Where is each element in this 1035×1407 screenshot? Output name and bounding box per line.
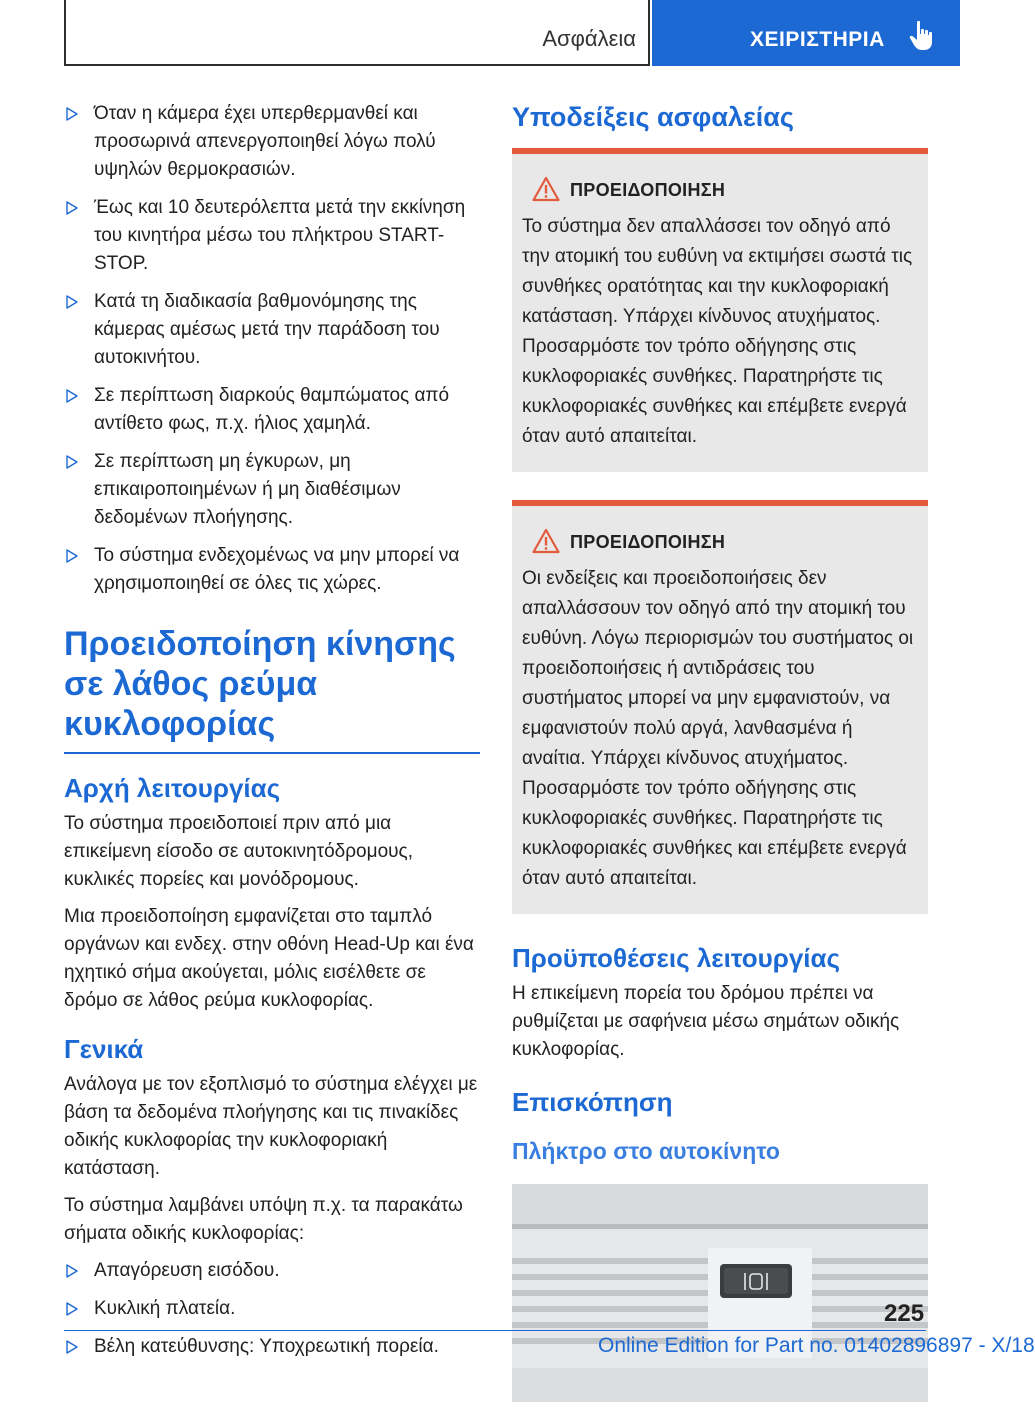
bullet-triangle-icon bbox=[66, 295, 78, 309]
principle-paragraph-2: Μια προειδοποίηση εμφανίζεται στο ταμπλό οργάνων και ενδεχ. στην οθόνη Head-Up και ένα ηχητικό σήμα ακούγεται, μόλις εισέλθετε σε δρόμο σε λάθος ρεύμα κυκλοφορίας. bbox=[64, 906, 474, 1011]
warning-header bbox=[522, 176, 918, 206]
general-heading: Γενικά bbox=[64, 1034, 144, 1064]
button-in-vehicle-heading: Πλήκτρο στο αυτοκίνητο bbox=[512, 1138, 780, 1164]
header-section-tab bbox=[64, 0, 650, 66]
bullet-triangle-icon bbox=[66, 455, 78, 469]
overview-heading: Επισκόπηση bbox=[512, 1087, 673, 1117]
section-title: Ασφάλεια bbox=[542, 26, 636, 51]
page-number: 225 bbox=[884, 1300, 925, 1327]
warning-box-1 bbox=[512, 148, 928, 472]
warning-label: ΠΡΟΕΙΔΟΠΟΙΗΣΗ bbox=[570, 532, 726, 552]
left-column bbox=[64, 100, 480, 1371]
prerequisites-heading: Προϋποθέσεις λειτουργίας bbox=[512, 943, 841, 973]
list-item bbox=[64, 448, 480, 532]
list-item bbox=[64, 288, 480, 372]
principle-paragraph-1: Το σύστημα προειδοποιεί πριν από μια επικείμενη είσοδο σε αυτοκινητόδρομους, κυκλικές πορείες και μονόδρομους. bbox=[64, 813, 413, 890]
warning-header bbox=[522, 528, 918, 558]
list-item-text: Σε περίπτωση μη έγκυρων, μη επικαιροποιημένων ή μη διαθέσιμων δεδομένων πλοήγησης. bbox=[94, 451, 401, 528]
list-item bbox=[64, 1257, 480, 1285]
bullet-triangle-icon bbox=[66, 107, 78, 121]
list-item-text: Σε περίπτωση διαρκούς θαμπώματος από αντίθετο φως, π.χ. ήλιος χαμηλά. bbox=[94, 385, 450, 434]
warning-triangle-icon bbox=[532, 176, 560, 202]
limitations-list bbox=[64, 100, 480, 598]
footer-edition: Online Edition for Part no. 01402896897 - X/18 bbox=[598, 1334, 1035, 1357]
list-item-text: Το σύστημα ενδεχομένως να μην μπορεί να χρησιμοποιηθεί σε όλες τις χώρες. bbox=[94, 545, 460, 594]
section-heading: Προειδοποίηση κίνησης σε λάθος ρεύμα κυκλοφορίας bbox=[64, 625, 456, 743]
bullet-triangle-icon bbox=[66, 1340, 78, 1354]
list-item-text: Βέλη κατεύθυνσης: Υποχρεωτική πορεία. bbox=[94, 1336, 439, 1357]
list-item-text: Κυκλική πλατεία. bbox=[94, 1298, 236, 1319]
warning-text: Οι ενδείξεις και προειδοποιήσεις δεν απαλλάσσουν τον οδηγό από την ατομική του ευθύνη. Λόγω περιορισμών του συστήματος οι προειδοποιήσεις ή αντιδράσεις του συστήματος μπορεί να μην εμφανιστούν, να εμφανιστούν πολύ αργά, λανθασμένα ή αναίτια. Υπάρχει κίνδυνος ατυχήματος. Προσαρμόστε τον τρόπο οδήγησης στις κυκλοφοριακές συνθήκες. Παρατηρήστε τις κυκλοφοριακές συνθήκες και επέμβετε ενεργά όταν αυτό απαιτείται. bbox=[522, 568, 914, 889]
list-item-text: Κατά τη διαδικασία βαθμονόμησης της κάμερας αμέσως μετά την παράδοση του αυτοκινήτου. bbox=[94, 291, 440, 368]
hand-pointer-icon bbox=[906, 18, 942, 54]
list-item bbox=[64, 194, 480, 278]
general-paragraph-2: Το σύστημα λαμβάνει υπόψη π.χ. τα παρακάτω σήματα οδικής κυκλοφορίας: bbox=[64, 1195, 463, 1244]
right-column bbox=[512, 100, 928, 1402]
list-item bbox=[64, 1333, 480, 1361]
list-item bbox=[64, 100, 480, 184]
footer-divider bbox=[64, 1330, 926, 1331]
warning-text: Το σύστημα δεν απαλλάσσει τον οδηγό από την ατομική του ευθύνη να εκτιμήσει σωστά τις συνθήκες ορατότητας και την κυκλοφοριακή κατάσταση. Υπάρχει κίνδυνος ατυχήματος. Προσαρμόστε τον τρόπο οδήγησης στις κυκλοφοριακές συνθήκες. Παρατηρήστε τις κυκλοφοριακές συνθήκες και επέμβετε ενεργά όταν αυτό απαιτείται. bbox=[522, 216, 913, 447]
bullet-triangle-icon bbox=[66, 389, 78, 403]
header-chapter-tab bbox=[652, 0, 960, 66]
traffic-signs-list bbox=[64, 1257, 480, 1361]
list-item-text: Όταν η κάμερα έχει υπερθερμανθεί και προσωρινά απενεργοποιηθεί λόγω πολύ υψηλών θερμοκρασιών. bbox=[94, 103, 436, 180]
list-item-text: Έως και 10 δευτερόλεπτα μετά την εκκίνηση του κινητήρα μέσω του πλήκτρου START-STOP. bbox=[94, 197, 466, 274]
prerequisites-paragraph: Η επικείμενη πορεία του δρόμου πρέπει να ρυθμίζεται με σαφήνεια μέσω σημάτων οδικής κυκλοφορίας. bbox=[512, 983, 900, 1060]
chapter-title: ΧΕΙΡΙΣΤΗΡΙΑ bbox=[750, 28, 885, 51]
dashboard-vent-illustration bbox=[512, 1184, 928, 1402]
section-divider bbox=[64, 752, 480, 754]
bullet-triangle-icon bbox=[66, 1264, 78, 1278]
list-item bbox=[64, 1295, 480, 1323]
list-item bbox=[64, 382, 480, 438]
safety-notes-heading: Υποδείξεις ασφαλείας bbox=[512, 102, 794, 132]
principle-heading: Αρχή λειτουργίας bbox=[64, 773, 281, 803]
bullet-triangle-icon bbox=[66, 549, 78, 563]
list-item-text: Απαγόρευση εισόδου. bbox=[94, 1260, 280, 1281]
general-paragraph-1: Ανάλογα με τον εξοπλισμό το σύστημα ελέγχει με βάση τα δεδομένα πλοήγησης και τις πινακίδες οδικής κυκλοφορίας την κυκλοφοριακή κατάσταση. bbox=[64, 1074, 478, 1179]
list-item bbox=[64, 542, 480, 598]
bullet-triangle-icon bbox=[66, 1302, 78, 1316]
warning-triangle-icon bbox=[532, 528, 560, 554]
bullet-triangle-icon bbox=[66, 201, 78, 215]
warning-box-2 bbox=[512, 500, 928, 914]
button-photo bbox=[512, 1184, 928, 1402]
warning-label: ΠΡΟΕΙΔΟΠΟΙΗΣΗ bbox=[570, 180, 726, 200]
